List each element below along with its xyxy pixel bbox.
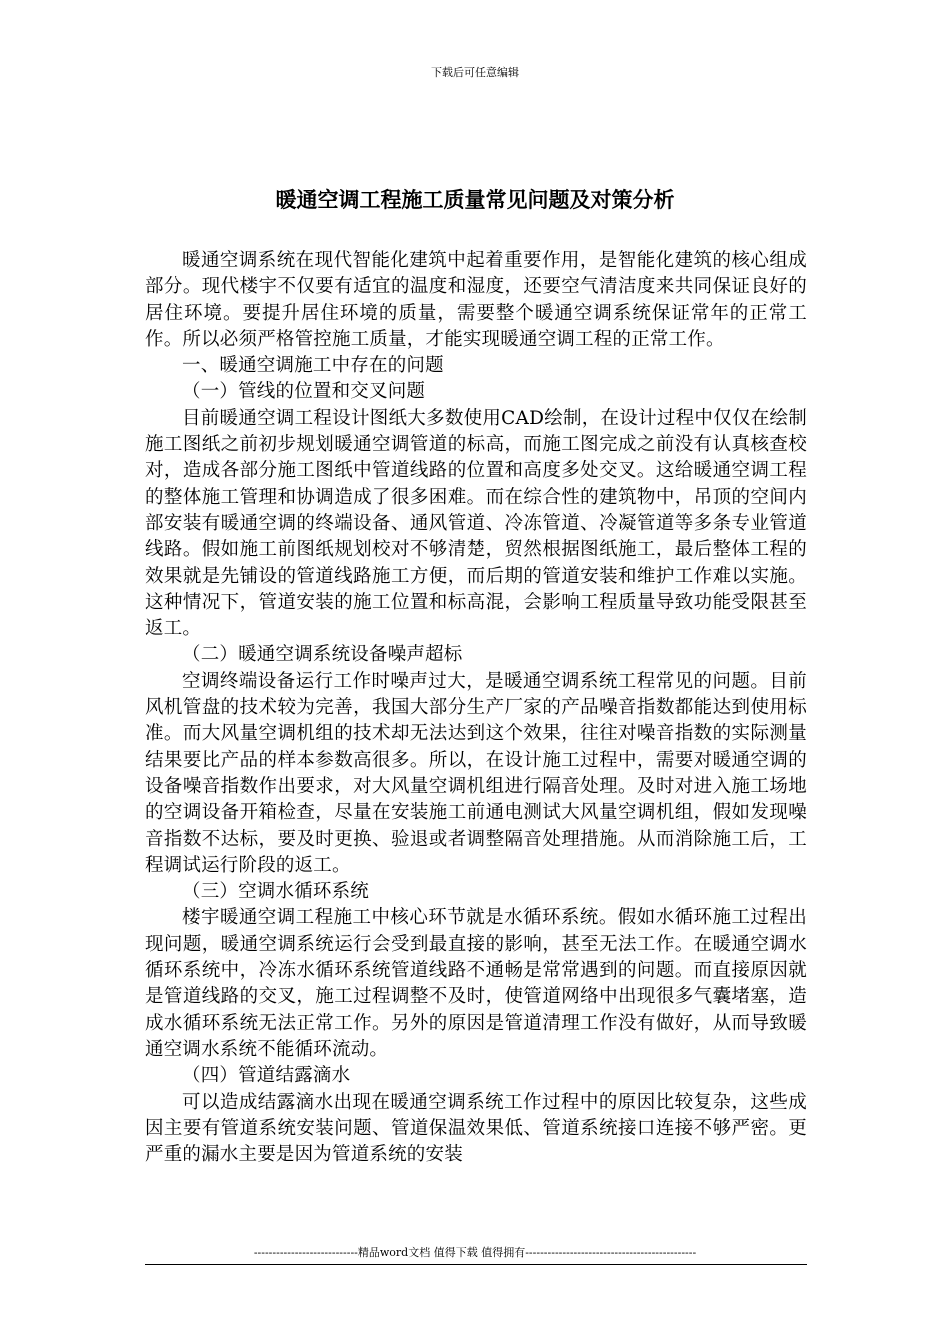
body-paragraph: 楼宇暖通空调工程施工中核心环节就是水循环系统。假如水循环施工过程出现问题，暖通空调系统运行会受到最直接的影响，甚至无法工作。在暖通空调水循环系统中，冷冻水循环系统管道线路不通畅是常常遇到的问题。而直接原因就是管道线路的交叉，施工过程调整不及时，使管道网络中出现很多气囊堵塞，造成水循环系统无法正常工作。另外的原因是管道清理工作没有做好，从而导致暖通空调水系统不能循环流动。: [145, 907, 807, 1060]
subsection-heading: （四）管道结露滴水: [182, 1065, 351, 1087]
document-body: [145, 248, 807, 1168]
document-title: 暖通空调工程施工质量常见问题及对策分析: [275, 187, 675, 212]
body-paragraph: 空调终端设备运行工作时噪声过大，是暖通空调系统工程常见的问题。目前风机管盘的技术较为完善，我国大部分生产厂家的产品噪音指数都能达到使用标准。而大风量空调机组的技术却无法达到这个效果，往往对噪音指数的实际测量结果要比产品的样本参数高很多。所以，在设计施工过程中，需要对暖通空调的设备噪音指数作出要求，对大风量空调机组进行隔音处理。及时对进入施工场地的空调设备开箱检查，尽量在安装施工前通电测试大风量空调机组，假如发现噪音指数不达标，要及时更换、验退或者调整隔音处理措施。从而消除施工后，工程调试运行阶段的返工。: [145, 670, 807, 876]
subsection-heading: （三）空调水循环系统: [182, 881, 370, 903]
body-paragraph: 可以造成结露滴水出现在暖通空调系统工作过程中的原因比较复杂，这些成因主要有管道系统安装问题、管道保温效果低、管道系统接口连接不够严密。更严重的漏水主要是因为管道系统的安装: [145, 1091, 807, 1166]
body-paragraph: 目前暖通空调工程设计图纸大多数使用CAD绘制，在设计过程中仅仅在绘制施工图纸之前初步规划暖通空调管道的标高，而施工图完成之前没有认真核查校对，造成各部分施工图纸中管道线路的位置和高度多处交叉。这给暖通空调工程的整体施工管理和协调造成了很多困难。而在综合性的建筑物中，吊顶的空间内部安装有暖通空调的终端设备、通风管道、冷冻管道、冷凝管道等多条专业管道线路。假如施工前图纸规划校对不够清楚，贸然根据图纸施工，最后整体工程的效果就是先铺设的管道线路施工方便，而后期的管道安装和维护工作难以实施。这种情况下，管道安装的施工位置和标高混，会影响工程质量导致功能受限甚至返工。: [145, 407, 807, 640]
page-header-note: 下载后可任意编辑: [431, 66, 519, 79]
subsection-heading: （二）暖通空调系统设备噪声超标: [182, 644, 463, 666]
page-footer-text: ----------------------------精品word文档 值得下载 值得拥有----------------------------------------------: [253, 1246, 697, 1259]
subsection-heading: （一）管线的位置和交叉问题: [182, 381, 426, 403]
section-heading: 一、暖通空调施工中存在的问题: [182, 355, 444, 377]
body-paragraph: 暖通空调系统在现代智能化建筑中起着重要作用，是智能化建筑的核心组成部分。现代楼宇不仅要有适宜的温度和湿度，还要空气清洁度来共同保证良好的居住环境。要提升居住环境的质量，需要整个暖通空调系统保证常年的正常工作。所以必须严格管控施工质量，才能实现暖通空调工程的正常工作。: [145, 250, 807, 350]
footer-divider: [145, 1264, 807, 1265]
